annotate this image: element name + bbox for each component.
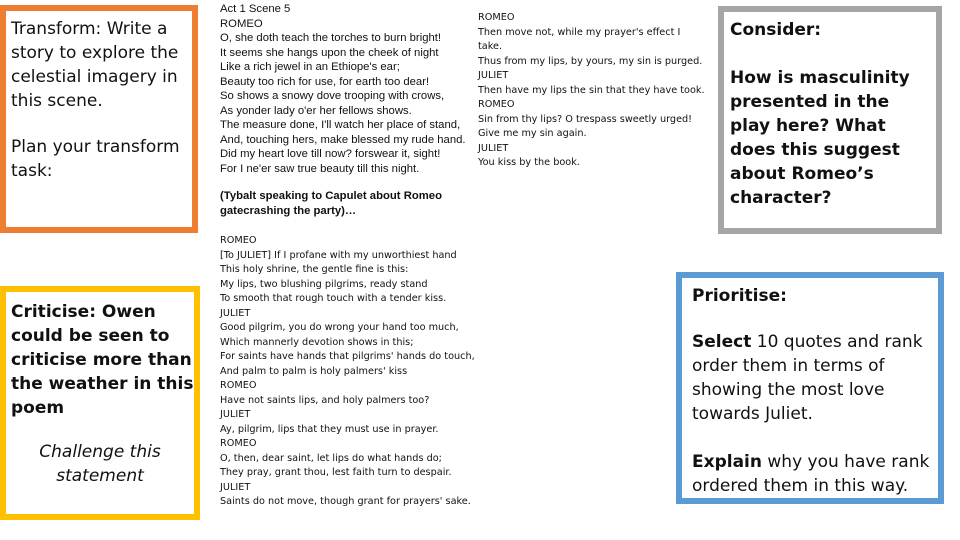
transform-box (0, 5, 198, 233)
extract-romeo-juliet-kiss: ROMEO Then move not, while my prayer's effect I take. Thus from my lips, by yours, my sin is purged. JULIET Then have my lips the sin that they have took. ROMEO Sin from thy lips? O trespass sweetly urged! Give me my sin again. JULIET You kiss by the book. (478, 12, 705, 168)
extract-pilgrim-sonnet: ROMEO [To JULIET] If I profane with my unworthiest hand This holy shrine, the gentle fine is this: My lips, two blushing pilgrims, ready stand To smooth that rough touch with a tender kiss. JULIET Good pilgrim, you do wrong your hand too much, Which mannerly devotion shows in this; For saints have hands that pilgrims' hands do touch, And palm to palm is holy palmers' kiss ROMEO Have not saints lips, and holy palmers too? JULIET Ay, pilgrim, lips that they must use in prayer. ROMEO O, then, dear saint, let lips do what hands do; They pray, grant thou, lest faith turn to despair. JULIET Saints do not move, though grant for prayers' sake. (220, 235, 475, 507)
select-keyword: Select (692, 332, 752, 352)
explain-instruction (692, 450, 932, 498)
prioritise-heading: Prioritise: (692, 286, 787, 306)
select-quotes-instruction (692, 330, 932, 426)
tybalt-caption: (Tybalt speaking to Capulet about Romeo gatecrashing the party)… (220, 190, 442, 217)
select-instruction-rest: 10 quotes and rank order them in terms of showing the most love towards Juliet. (692, 332, 923, 424)
explain-instruction-rest: why you have rank ordered them in this way. (692, 452, 930, 496)
prioritise-box (676, 272, 944, 504)
explain-keyword: Explain (692, 452, 762, 472)
criticise-heading: Criticise: Owen could be seen to criticise more than the weather in this poem (11, 302, 194, 418)
consider-question: How is masculinity presented in the play here? What does this suggest about Romeo’s character? (730, 68, 910, 208)
consider-box (718, 6, 942, 234)
plan-transform-text: Plan your transform task: (11, 137, 180, 181)
transform-heading: Transform: Write a story to explore the celestial imagery in this scene. (11, 19, 179, 111)
criticise-box (0, 286, 200, 520)
challenge-statement-text: Challenge this statement (39, 442, 161, 486)
consider-heading: Consider: (730, 20, 822, 40)
extract-act1-scene5: Act 1 Scene 5 ROMEO O, she doth teach the torches to burn bright! It seems she hangs upon the cheek of night Like a rich jewel in an Ethiope's ear; Beauty too rich for use, for earth too dear! So shows a snowy dove trooping with crows, As yonder lady o'er her fellows shows. The measure done, I'll watch her place of stand, And, touching hers, make blessed my rude hand. Did my heart love till now? forswear it, sight! For I ne'er saw true beauty till this night. (220, 3, 466, 175)
